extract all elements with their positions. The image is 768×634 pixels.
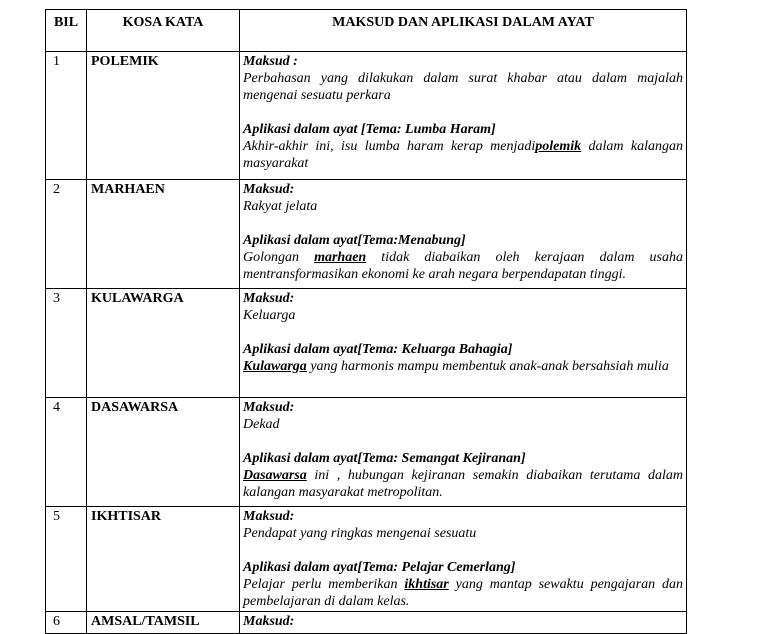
example-sentence [243, 467, 683, 501]
header-bil: BIL [46, 10, 87, 52]
table-row [46, 52, 687, 180]
maksud-text: Rakyat jelata [243, 199, 318, 214]
table-row [46, 612, 687, 634]
table-row [46, 398, 687, 507]
detail-cell [240, 180, 687, 289]
header-row [46, 10, 687, 52]
vocab-word: POLEMIK [87, 52, 240, 180]
sentence-before: Akhir-akhir ini, isu lumba haram kerap menjadi [243, 139, 536, 154]
sentence-after: yang harmonis mampu membentuk anak-anak bersahsiah mulia [306, 359, 669, 374]
detail-cell [240, 507, 687, 612]
maksud-label: Maksud: [243, 614, 295, 629]
row-number: 1 [46, 52, 87, 180]
maksud-label: Maksud: [243, 400, 295, 415]
vocab-word: MARHAEN [87, 180, 240, 289]
maksud-text: Perbahasan yang dilakukan dalam surat khabar atau dalam majalah mengenai sesuatu perkara [243, 71, 683, 103]
keyword: Dasawarsa [243, 468, 307, 483]
vocabulary-table [45, 9, 687, 634]
maksud-text: Keluarga [243, 308, 296, 323]
vocab-word: AMSAL/TAMSIL [87, 612, 240, 634]
maksud-text: Dekad [243, 417, 280, 432]
row-number: 4 [46, 398, 87, 507]
detail-cell [240, 612, 687, 634]
table-row [46, 180, 687, 289]
maksud-label: Maksud : [243, 54, 298, 69]
vocab-word: DASAWARSA [87, 398, 240, 507]
maksud-text: Pendapat yang ringkas mengenai sesuatu [243, 526, 477, 541]
sentence-after: yang mantap sewaktu pengajaran dan pembelajaran di dalam kelas. [243, 577, 684, 609]
row-number: 2 [46, 180, 87, 289]
keyword: marhaen [314, 250, 367, 265]
vocab-word: IKHTISAR [87, 507, 240, 612]
sentence-before: Golongan [243, 250, 315, 265]
vocab-word: KULAWARGA [87, 289, 240, 398]
aplikasi-label: Aplikasi dalam ayat[Tema: Keluarga Bahagia] [243, 342, 513, 357]
detail-cell [240, 289, 687, 398]
detail-cell [240, 52, 687, 180]
row-number: 6 [46, 612, 87, 634]
sentence-before: Pelajar perlu memberikan [243, 577, 405, 592]
example-sentence [243, 249, 683, 283]
aplikasi-label: Aplikasi dalam ayat[Tema:Menabung] [243, 233, 466, 248]
row-number: 5 [46, 507, 87, 612]
header-maksud: MAKSUD DAN APLIKASI DALAM AYAT [240, 10, 687, 52]
aplikasi-label: Aplikasi dalam ayat [Tema: Lumba Haram] [243, 122, 496, 137]
example-sentence [243, 576, 683, 610]
keyword: ikhtisar [404, 577, 449, 592]
keyword: Kulawarga [243, 359, 307, 374]
header-kosa-kata: KOSA KATA [87, 10, 240, 52]
sentence-after: tidak diabaikan oleh kerajaan dalam usaha mentransformasikan ekonomi ke arah negara berpendapatan tinggi. [243, 250, 684, 282]
example-sentence [243, 358, 683, 375]
maksud-label: Maksud: [243, 291, 295, 306]
keyword: polemik [535, 139, 582, 154]
example-sentence [243, 138, 683, 172]
sentence-after: ini , hubungan kejiranan semakin diabaikan terutama dalam kalangan masyarakat metropolitan. [243, 468, 683, 500]
maksud-label: Maksud: [243, 182, 295, 197]
maksud-label: Maksud: [243, 509, 295, 524]
table-row [46, 289, 687, 398]
sentence-after: dalam kalangan masyarakat [243, 139, 683, 171]
row-number: 3 [46, 289, 87, 398]
table-row [46, 507, 687, 612]
aplikasi-label: Aplikasi dalam ayat[Tema: Semangat Kejiranan] [243, 451, 526, 466]
aplikasi-label: Aplikasi dalam ayat[Tema: Pelajar Cemerlang] [243, 560, 516, 575]
detail-cell [240, 398, 687, 507]
